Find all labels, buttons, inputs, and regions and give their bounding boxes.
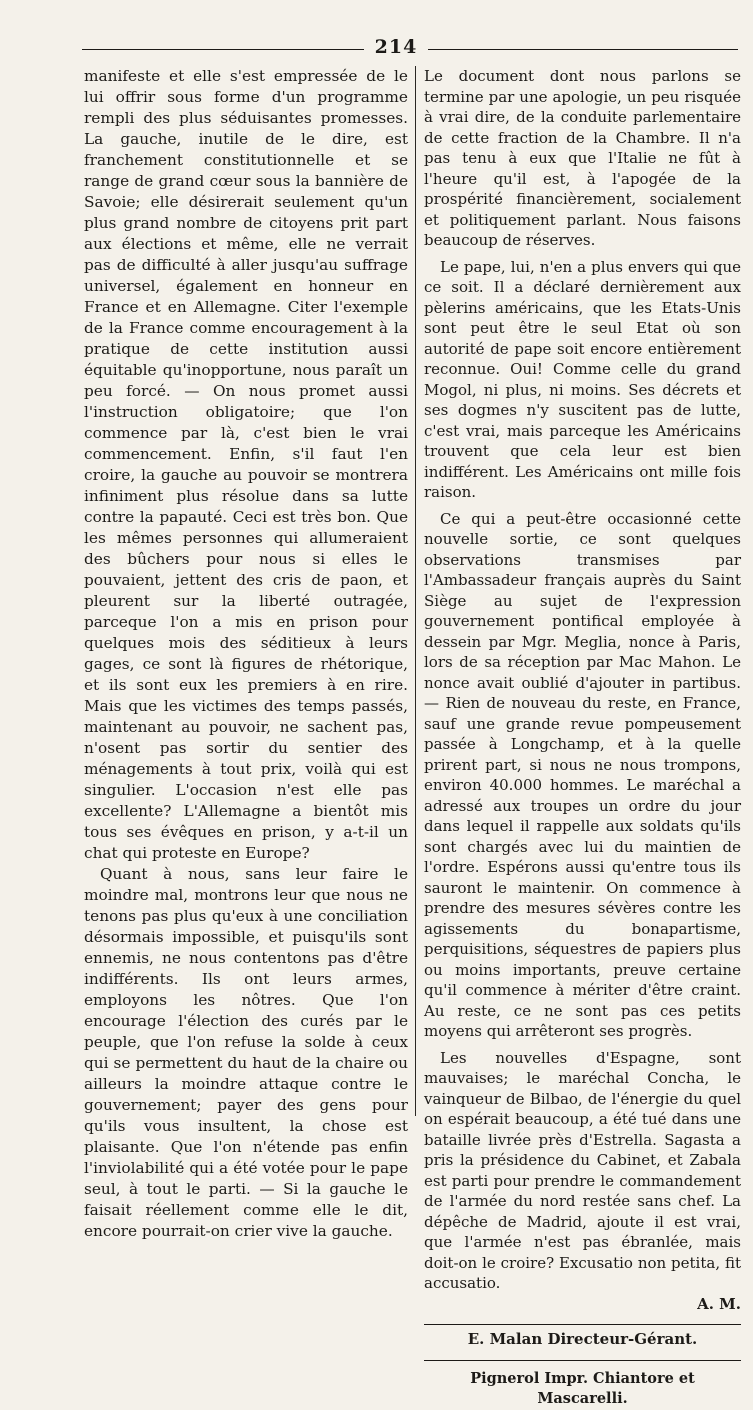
right-column xyxy=(424,66,741,1407)
left-column xyxy=(84,66,408,1240)
printer-line: Pignerol Impr. Chiantore et Mascarelli. xyxy=(470,1369,695,1407)
paragraph: Quant à nous, sans leur faire le moindre mal, montrons leur que nous ne tenons pas plus qu'eux à une conciliation désormais impossible, et puisqu'ils sont ennemis, ne nous contentons pas d'être indifférents. Ils ont leurs armes, employons les nôtres. Que l'on encourage l'élection des curés par le peuple, que l'on refuse la solde à ceux qui se permettent du haut de la chaire ou ailleurs la moindre attaque contre le gouvernement; payer des gens pour qu'ils vous insultent, la chose est plaisante. Que l'on n'étende pas enfin l'inviolabilité qui a été votée pour le pape seul, à tout le parti. — Si la gauche le faisait réellement comme elle le dit, encore pourrait-on crier vive la gauche. xyxy=(84,865,408,1240)
signature-line xyxy=(424,1294,741,1315)
paragraph: Ce qui a peut-être occasionné cette nouvelle sortie, ce sont quelques observations transmises par l'Ambassadeur français auprès du Saint Siège au sujet de l'expression gouvernement pontifical employée à dessein par Mgr. Meglia, nonce à Paris, lors de sa réception par Mac Mahon. Le nonce avait oublié d'ajouter in partibus. — Rien de nouveau du reste, en France, sauf une grande revue pompeusement passée à Longchamp, et à la quelle prirent part, si nous ne nous trompons, environ 40.000 hommes. Le maréchal a adressé aux troupes un ordre du jour dans lequel il rappelle aux soldats qu'ils sont chargés avec lui du maintien de l'ordre. Espérons aussi qu'entre tous ils sauront le maintenir. On commence à prendre des mesures sévères contre les agissements du bonapartisme, perquisitions, séquestres de papiers plus ou moins importants, preuve certaine qu'il commence à mériter d'être craint. Au reste, ce ne sont pas ces petits moyens qui arrêteront ses progrès. xyxy=(424,509,741,1040)
column-divider xyxy=(415,66,416,1116)
director-line: E. Malan Directeur-Gérant. xyxy=(467,1330,698,1348)
page-number: 214 xyxy=(374,36,418,58)
divider xyxy=(424,1324,741,1325)
divider xyxy=(424,1360,741,1361)
header-rule-left xyxy=(82,49,364,50)
header-rule-right xyxy=(428,49,738,50)
page-header xyxy=(82,36,738,60)
paragraph: Les nouvelles d'Espagne, sont mauvaises; le maréchal Concha, le vainqueur de Bilbao, de l'énergie du quel on espérait beaucoup, a été tué dans une bataille livrée près d'Estrella. Sagasta a pris la présidence du Cabinet, et Zabala est parti pour prendre le commandement de l'armée du nord restée sans chef. La dépêche de Madrid, ajoute il est vrai, que l'armée n'est pas ébranlée, mais doit-on le croire? Excusatio non petita, fit accusatio. xyxy=(424,1048,741,1292)
paragraph: manifeste et elle s'est empressée de le lui offrir sous forme d'un programme rempli des plus séduisantes promesses. La gauche, inutile de le dire, est franchement constitutionnelle et se range de grand cœur sous la bannière de Savoie; elle désirerait seulement qu'un plus grand nombre de citoyens prit part aux élections et même, elle ne verrait pas de difficulté à aller jusqu'au suffrage universel, également en honneur en France et en Allemagne. Citer l'exemple de la France comme encouragement à la pratique de cette institution aussi équitable qu'inopportune, nous paraît un peu forcé. — On nous promet aussi l'instruction obligatoire; que l'on commence par là, c'est bien le vrai commencement. Enfin, s'il faut l'en croire, la gauche au pouvoir se montrera infiniment plus résolue dans sa lutte contre la papauté. Ceci est très bon. Que les mêmes personnes qui allumeraient des bûchers pour nous si elles le pouvaient, jettent des cris de paon, et pleurent sur la liberté outragée, parceque l'on a mis en prison pour quelques mois des séditieux à leurs gages, ce sont là figures de rhétorique, et ils sont eux les premiers à en rire. Mais que les victimes des temps passés, maintenant au pouvoir, ne sachent pas, n'osent pas sortir du sentier des ménagements à tout prix, voilà qui est singulier. L'occasion n'est elle pas excellente? L'Allemagne a bientôt mis tous ses évêques en prison, y a-t-il un chat qui proteste en Europe? xyxy=(84,67,408,862)
signature: A. M. xyxy=(697,1294,741,1313)
paragraph: Le document dont nous parlons se termine par une apologie, un peu risquée à vrai dire, de la conduite parlementaire de cette fraction de la Chambre. Il n'a pas tenu à eux que l'Italie ne fût à l'heure qu'il est, à l'apogée de la prospérité financièrement, socialement et politiquement parlant. Nous faisons beaucoup de réserves. xyxy=(424,67,741,249)
paragraph: Le pape, lui, n'en a plus envers qui que ce soit. Il a déclaré dernièrement aux pèlerins américains, que les Etats-Unis sont peut être le seul Etat où son autorité de pape soit encore entièrement reconnue. Oui! Comme celle du grand Mogol, ni plus, ni moins. Ses décrets et ses dogmes n'y suscitent pas de lutte, c'est vrai, mais parceque les Américains trouvent que cela leur est bien indifférent. Les Américains ont mille fois raison. xyxy=(424,257,741,501)
